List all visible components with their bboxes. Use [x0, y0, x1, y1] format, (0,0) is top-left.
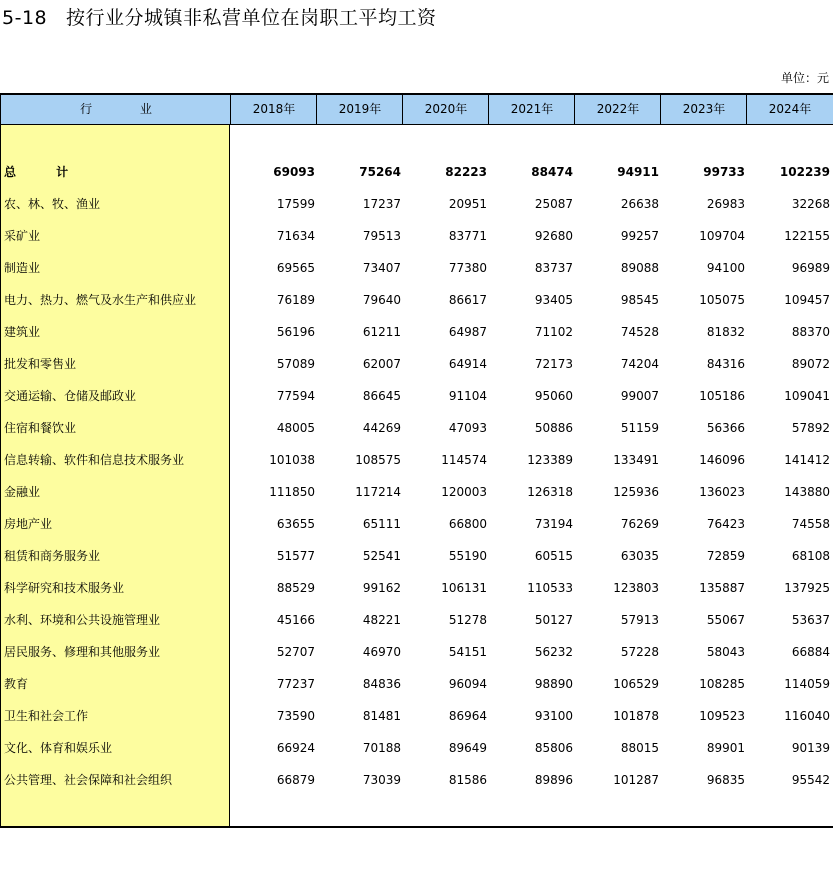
- industry-name-text: 批发和零售业: [4, 357, 77, 371]
- wage-value: 68108: [791, 549, 830, 563]
- industry-name-text: 卫生和社会工作: [4, 709, 89, 723]
- header-year: 2020年: [402, 95, 489, 124]
- wage-value: 116040: [784, 709, 830, 723]
- industry-name: [4, 252, 228, 284]
- table-row: [0, 316, 833, 348]
- wage-value: 63035: [620, 549, 659, 563]
- industry-name-text: 文化、体育和娱乐业: [4, 741, 113, 755]
- wage-value: 75264: [359, 165, 401, 179]
- data-table: [0, 93, 833, 828]
- wage-value: 72173: [534, 357, 573, 371]
- wage-value: 108575: [355, 453, 401, 467]
- table-row: [0, 444, 833, 476]
- table-bottom-rule: [0, 826, 833, 828]
- wage-value: 65111: [362, 517, 401, 531]
- wage-value: 84316: [706, 357, 745, 371]
- wage-value: 93100: [534, 709, 573, 723]
- table-row: [0, 636, 833, 668]
- wage-value: 48005: [276, 421, 315, 435]
- table-row: [0, 220, 833, 252]
- page-title: [2, 4, 437, 32]
- industry-name: [4, 188, 228, 220]
- wage-value: 91104: [448, 389, 487, 403]
- wage-value: 51159: [620, 421, 659, 435]
- industry-name: [4, 508, 228, 540]
- wage-value: 105075: [699, 293, 745, 307]
- wage-value: 57228: [620, 645, 659, 659]
- wage-value: 46970: [362, 645, 401, 659]
- wage-value: 52541: [362, 549, 401, 563]
- wage-value: 88529: [276, 581, 315, 595]
- wage-value: 82223: [445, 165, 487, 179]
- wage-value: 96989: [791, 261, 830, 275]
- wage-value: 73407: [362, 261, 401, 275]
- total-row: [0, 156, 833, 188]
- industry-name: [4, 444, 228, 476]
- table-row: [0, 732, 833, 764]
- wage-value: 63655: [276, 517, 315, 531]
- wage-value: 20951: [448, 197, 487, 211]
- wage-value: 57089: [276, 357, 315, 371]
- wage-value: 94100: [706, 261, 745, 275]
- wage-value: 99007: [620, 389, 659, 403]
- wage-value: 120003: [441, 485, 487, 499]
- wage-value: 74558: [791, 517, 830, 531]
- wage-value: 125936: [613, 485, 659, 499]
- wage-value: 81586: [448, 773, 487, 787]
- wage-value: 105186: [699, 389, 745, 403]
- industry-name-text: 租赁和商务服务业: [4, 549, 101, 563]
- table-row: [0, 476, 833, 508]
- wage-value: 146096: [699, 453, 745, 467]
- wage-value: 86964: [448, 709, 487, 723]
- wage-value: 72859: [706, 549, 745, 563]
- wage-value: 66884: [791, 645, 830, 659]
- industry-name-text: 住宿和餐饮业: [4, 421, 77, 435]
- wage-value: 135887: [699, 581, 745, 595]
- industry-name: [4, 636, 228, 668]
- wage-value: 55190: [448, 549, 487, 563]
- wage-value: 56232: [534, 645, 573, 659]
- wage-value: 17599: [276, 197, 315, 211]
- wage-value: 96835: [706, 773, 745, 787]
- wage-value: 44269: [362, 421, 401, 435]
- industry-name: [4, 764, 228, 796]
- industry-name-text: 制造业: [4, 261, 41, 275]
- wage-value: 89649: [448, 741, 487, 755]
- wage-value: 51278: [448, 613, 487, 627]
- industry-name: [4, 380, 228, 412]
- wage-value: 79513: [362, 229, 401, 243]
- wage-value: 90139: [791, 741, 830, 755]
- wage-value: 76423: [706, 517, 745, 531]
- wage-value: 123803: [613, 581, 659, 595]
- wage-value: 133491: [613, 453, 659, 467]
- wage-value: 76189: [276, 293, 315, 307]
- wage-value: 86617: [448, 293, 487, 307]
- industry-name-text: 采矿业: [4, 229, 41, 243]
- wage-value: 94911: [617, 165, 659, 179]
- industry-name: [4, 668, 228, 700]
- wage-value: 114059: [784, 677, 830, 691]
- wage-value: 73590: [276, 709, 315, 723]
- wage-value: 64914: [448, 357, 487, 371]
- wage-value: 93405: [534, 293, 573, 307]
- industry-name: [4, 732, 228, 764]
- table-number: 5-18: [2, 7, 48, 29]
- wage-value: 50886: [534, 421, 573, 435]
- header-year: 2022年: [574, 95, 661, 124]
- wage-value: 126318: [527, 485, 573, 499]
- table-row: [0, 604, 833, 636]
- wage-value: 32268: [791, 197, 830, 211]
- industry-name-text: 电力、热力、燃气及水生产和供应业: [4, 293, 197, 307]
- industry-name-text: 房地产业: [4, 517, 53, 531]
- table-row: [0, 188, 833, 220]
- wage-value: 50127: [534, 613, 573, 627]
- table-row: [0, 380, 833, 412]
- wage-value: 51577: [276, 549, 315, 563]
- header-year: 2024年: [746, 95, 833, 124]
- industry-name: [4, 604, 228, 636]
- wage-value: 89088: [620, 261, 659, 275]
- wage-value: 76269: [620, 517, 659, 531]
- industry-name-text: 教育: [4, 677, 29, 691]
- wage-value: 81832: [706, 325, 745, 339]
- wage-value: 123389: [527, 453, 573, 467]
- wage-value: 77594: [276, 389, 315, 403]
- wage-value: 84836: [362, 677, 401, 691]
- industry-name-text: 建筑业: [4, 325, 41, 339]
- wage-value: 66879: [276, 773, 315, 787]
- header-year: 2019年: [316, 95, 403, 124]
- industry-name: [4, 412, 228, 444]
- header-industry: 行 业: [0, 95, 231, 124]
- wage-value: 98890: [534, 677, 573, 691]
- wage-value: 109704: [699, 229, 745, 243]
- industry-name-text: 农、林、牧、渔业: [4, 197, 101, 211]
- header-year: 2021年: [488, 95, 575, 124]
- wage-value: 77380: [448, 261, 487, 275]
- wage-value: 47093: [448, 421, 487, 435]
- wage-value: 101878: [613, 709, 659, 723]
- wage-value: 88015: [620, 741, 659, 755]
- industry-name-text: 居民服务、修理和其他服务业: [4, 645, 161, 659]
- wage-value: 95060: [534, 389, 573, 403]
- table-row: [0, 572, 833, 604]
- wage-value: 101038: [269, 453, 315, 467]
- industry-name: [4, 156, 228, 188]
- industry-name: [4, 700, 228, 732]
- wage-value: 95542: [791, 773, 830, 787]
- wage-value: 141412: [784, 453, 830, 467]
- wage-value: 56366: [706, 421, 745, 435]
- wage-value: 79640: [362, 293, 401, 307]
- wage-value: 89072: [791, 357, 830, 371]
- wage-value: 108285: [699, 677, 745, 691]
- wage-value: 17237: [362, 197, 401, 211]
- wage-value: 89896: [534, 773, 573, 787]
- wage-value: 92680: [534, 229, 573, 243]
- wage-value: 55067: [706, 613, 745, 627]
- wage-value: 136023: [699, 485, 745, 499]
- unit-label: 单位：元: [780, 71, 829, 85]
- table-row: [0, 540, 833, 572]
- industry-name-text: 金融业: [4, 485, 41, 499]
- table-header: [0, 93, 833, 125]
- wage-value: 25087: [534, 197, 573, 211]
- header-year: 2018年: [230, 95, 317, 124]
- wage-value: 106529: [613, 677, 659, 691]
- wage-value: 143880: [784, 485, 830, 499]
- wage-value: 58043: [706, 645, 745, 659]
- wage-value: 62007: [362, 357, 401, 371]
- wage-value: 98545: [620, 293, 659, 307]
- wage-value: 122155: [784, 229, 830, 243]
- wage-value: 70188: [362, 741, 401, 755]
- table-row: [0, 764, 833, 796]
- wage-value: 73194: [534, 517, 573, 531]
- wage-value: 102239: [779, 165, 830, 179]
- wage-value: 66924: [276, 741, 315, 755]
- industry-name: [4, 476, 228, 508]
- table-row: [0, 668, 833, 700]
- table-row: [0, 508, 833, 540]
- table-row: [0, 700, 833, 732]
- industry-name: [4, 540, 228, 572]
- industry-name: [4, 220, 228, 252]
- industry-name: [4, 348, 228, 380]
- wage-value: 73039: [362, 773, 401, 787]
- wage-value: 48221: [362, 613, 401, 627]
- table-title: 按行业分城镇非私营单位在岗职工平均工资: [66, 7, 437, 29]
- header-year: 2023年: [660, 95, 747, 124]
- wage-value: 110533: [527, 581, 573, 595]
- industry-name-text: 水利、环境和公共设施管理业: [4, 613, 161, 627]
- wage-value: 57913: [620, 613, 659, 627]
- wage-value: 83737: [534, 261, 573, 275]
- industry-name-text: 信息转输、软件和信息技术服务业: [4, 453, 185, 467]
- wage-value: 137925: [784, 581, 830, 595]
- industry-name-text: 交通运输、仓储及邮政业: [4, 389, 137, 403]
- industry-name-text: 总 计: [4, 165, 87, 179]
- wage-value: 89901: [706, 741, 745, 755]
- table-row: [0, 348, 833, 380]
- wage-value: 26638: [620, 197, 659, 211]
- wage-value: 114574: [441, 453, 487, 467]
- wage-value: 66800: [448, 517, 487, 531]
- table-row: [0, 284, 833, 316]
- industry-name-text: 科学研究和技术服务业: [4, 581, 125, 595]
- industry-name: [4, 572, 228, 604]
- wage-value: 77237: [276, 677, 315, 691]
- wage-value: 56196: [276, 325, 315, 339]
- wage-value: 26983: [706, 197, 745, 211]
- industry-name-text: 公共管理、社会保障和社会组织: [4, 773, 173, 787]
- wage-value: 96094: [448, 677, 487, 691]
- wage-value: 81481: [362, 709, 401, 723]
- wage-value: 74204: [620, 357, 659, 371]
- wage-value: 60515: [534, 549, 573, 563]
- wage-value: 88474: [531, 165, 573, 179]
- wage-value: 99733: [703, 165, 745, 179]
- wage-value: 117214: [355, 485, 401, 499]
- wage-value: 83771: [448, 229, 487, 243]
- industry-name: [4, 284, 228, 316]
- table-row: [0, 252, 833, 284]
- wage-value: 109523: [699, 709, 745, 723]
- industry-name: [4, 316, 228, 348]
- wage-value: 61211: [362, 325, 401, 339]
- wage-value: 109041: [784, 389, 830, 403]
- wage-value: 52707: [276, 645, 315, 659]
- wage-value: 71102: [534, 325, 573, 339]
- wage-value: 69093: [273, 165, 315, 179]
- wage-value: 54151: [448, 645, 487, 659]
- wage-value: 71634: [276, 229, 315, 243]
- wage-value: 111850: [269, 485, 315, 499]
- wage-value: 99257: [620, 229, 659, 243]
- wage-value: 99162: [362, 581, 401, 595]
- wage-value: 64987: [448, 325, 487, 339]
- wage-value: 88370: [791, 325, 830, 339]
- wage-value: 86645: [362, 389, 401, 403]
- wage-value: 45166: [276, 613, 315, 627]
- wage-value: 101287: [613, 773, 659, 787]
- wage-value: 69565: [276, 261, 315, 275]
- wage-value: 109457: [784, 293, 830, 307]
- wage-value: 85806: [534, 741, 573, 755]
- table-row: [0, 412, 833, 444]
- wage-value: 53637: [791, 613, 830, 627]
- wage-value: 106131: [441, 581, 487, 595]
- wage-value: 74528: [620, 325, 659, 339]
- wage-value: 57892: [791, 421, 830, 435]
